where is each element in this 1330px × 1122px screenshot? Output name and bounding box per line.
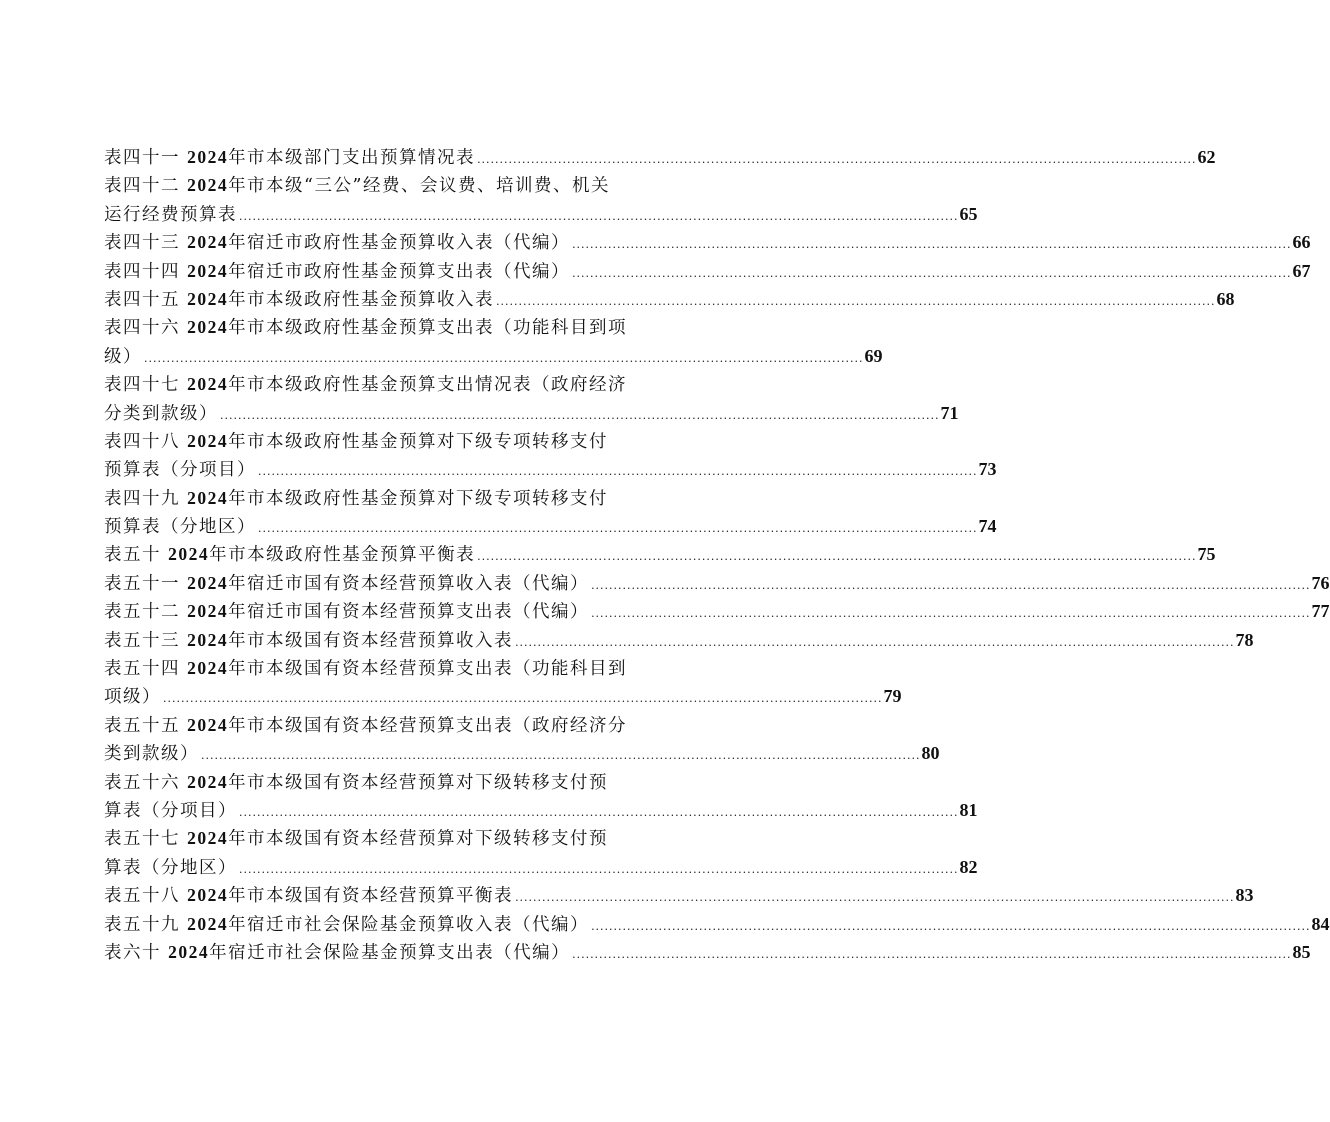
toc-page-number: 69 [864,345,883,366]
toc-entry-title: 表五十 2024年市本级政府性基金预算平衡表 [104,544,476,566]
toc-entry[interactable] [104,484,997,541]
toc-entry[interactable] [104,285,1235,313]
toc-entry[interactable] [104,881,1254,909]
toc-entry-title: 表五十二 2024年宿迁市国有资本经营预算支出表（代编） [104,601,590,623]
toc-page-number: 77 [1311,601,1330,622]
toc-entry-title: 项级） [104,687,161,708]
toc-entry[interactable] [104,228,1311,256]
toc-entry[interactable] [104,427,997,484]
toc-entry-last-line [104,285,1235,313]
dot-leader: ................................................................................................................................................................ [201,749,921,763]
year: 2024 [187,232,229,253]
toc-entry-title: 预算表（分项目） [104,460,256,481]
toc-page-number: 73 [978,459,997,480]
toc-entry-title: 表四十九 2024年市本级政府性基金预算对下级专项转移支付 [104,487,609,509]
toc-entry-last-line [104,512,997,540]
toc-entry-title: 表五十七 2024年市本级国有资本经营预算对下级转移支付预 [104,828,609,850]
dot-leader: ................................................................................................................................................................ [258,522,978,536]
toc-page-number: 66 [1292,232,1311,253]
toc-entry-title: 运行经费预算表 [104,204,237,225]
toc-entry[interactable] [104,540,1216,568]
toc-entry[interactable] [104,768,978,825]
year: 2024 [187,658,229,679]
toc-page-number: 84 [1311,913,1330,934]
year: 2024 [187,175,229,196]
toc-entry-title: 表五十八 2024年市本级国有资本经营预算平衡表 [104,885,514,907]
toc-entry-line [104,370,692,398]
dot-leader: ................................................................................................................................................................ [477,550,1197,564]
toc-page-number: 85 [1292,941,1311,962]
year: 2024 [187,913,229,934]
toc-entry[interactable] [104,654,902,711]
year: 2024 [187,771,229,792]
year: 2024 [187,288,229,309]
toc-page-number: 75 [1197,544,1216,565]
toc-entry-last-line [104,540,1216,568]
toc-entry-title: 级） [104,346,142,367]
toc-entry[interactable] [104,257,1311,285]
toc-entry-title: 表四十五 2024年市本级政府性基金预算收入表 [104,288,495,310]
toc-entry-title: 表五十六 2024年市本级国有资本经营预算对下级转移支付预 [104,771,609,793]
toc-entry[interactable] [104,711,940,768]
toc-page-number: 80 [921,743,940,764]
dot-leader: ................................................................................................................................................................ [496,294,1216,308]
table-of-contents [104,143,1330,966]
toc-entry-title: 算表（分项目） [104,800,237,821]
year: 2024 [187,885,229,906]
toc-entry-last-line [104,682,902,710]
toc-entry-title: 表五十四 2024年市本级国有资本经营预算支出表（功能科目到 [104,658,628,680]
toc-entry-title: 表五十五 2024年市本级国有资本经营预算支出表（政府经济分 [104,714,628,736]
toc-entry-line [104,313,692,341]
dot-leader: ................................................................................................................................................................ [515,891,1235,905]
toc-entry-title: 表四十一 2024年市本级部门支出预算情况表 [104,147,476,168]
year: 2024 [187,147,229,167]
toc-page-number: 79 [883,686,902,707]
dot-leader: ................................................................................................................................................................ [239,862,959,876]
toc-entry-last-line [104,200,978,228]
toc-entry-line [104,654,692,682]
toc-page-number: 71 [940,402,959,423]
toc-entry[interactable] [104,938,1311,966]
toc-entry-title: 表四十三 2024年宿迁市政府性基金预算收入表（代编） [104,232,571,254]
toc-entry-last-line [104,455,997,483]
dot-leader: ................................................................................................................................................................ [144,351,864,365]
dot-leader: ................................................................................................................................................................ [515,635,1235,649]
toc-entry-last-line [104,342,883,370]
dot-leader: ................................................................................................................................................................ [572,266,1292,280]
toc-entry-title: 分类到款级） [104,403,218,424]
toc-page-number: 68 [1216,288,1235,309]
year: 2024 [187,430,229,451]
year: 2024 [187,629,229,650]
toc-entry-title: 算表（分地区） [104,857,237,878]
toc-entry-title: 类到款级） [104,744,199,765]
dot-leader: ................................................................................................................................................................ [239,805,959,819]
dot-leader: ................................................................................................................................................................ [220,408,940,422]
toc-entry-line [104,171,692,199]
toc-entry-title: 表六十 2024年宿迁市社会保险基金预算支出表（代编） [104,941,571,963]
dot-leader: ................................................................................................................................................................ [591,607,1311,621]
toc-page-number: 74 [978,516,997,537]
toc-entry-title: 表四十六 2024年市本级政府性基金预算支出表（功能科目到项 [104,317,628,339]
toc-entry[interactable] [104,143,1216,171]
year: 2024 [187,601,229,622]
toc-entry-line [104,824,692,852]
toc-entry-title: 表四十四 2024年宿迁市政府性基金预算支出表（代编） [104,260,571,282]
toc-entry[interactable] [104,910,1330,938]
toc-entry-last-line [104,626,1254,654]
toc-entry-title: 表四十七 2024年市本级政府性基金预算支出情况表（政府经济 [104,374,628,396]
toc-entry[interactable] [104,626,1254,654]
year: 2024 [168,544,210,565]
toc-page-number: 67 [1292,260,1311,281]
year: 2024 [187,317,229,338]
toc-entry-title: 表五十九 2024年宿迁市社会保险基金预算收入表（代编） [104,913,590,935]
dot-leader: ................................................................................................................................................................ [572,238,1292,252]
toc-entry[interactable] [104,313,883,370]
toc-page-number: 83 [1235,885,1254,906]
year: 2024 [187,828,229,849]
toc-entry-last-line [104,739,940,767]
toc-entry-last-line [104,853,978,881]
toc-entry-last-line [104,399,959,427]
toc-entry-last-line [104,228,1311,256]
toc-entry-line [104,484,692,512]
dot-leader: ................................................................................................................................................................ [477,153,1197,166]
toc-entry-last-line [104,938,1311,966]
toc-entry-line [104,427,692,455]
toc-entry-title: 表五十三 2024年市本级国有资本经营预算收入表 [104,629,514,651]
year: 2024 [187,487,229,508]
dot-leader: ................................................................................................................................................................ [163,692,883,706]
toc-page-number: 82 [959,856,978,877]
toc-entry[interactable] [104,569,1330,597]
year: 2024 [168,941,210,962]
toc-entry-last-line [104,881,1254,909]
toc-entry-title: 表四十八 2024年市本级政府性基金预算对下级专项转移支付 [104,430,609,452]
toc-entry-last-line [104,910,1330,938]
dot-leader: ................................................................................................................................................................ [258,465,978,479]
toc-entry[interactable] [104,597,1330,625]
toc-page-number: 76 [1311,572,1330,593]
dot-leader: ................................................................................................................................................................ [591,578,1311,592]
toc-page-number: 65 [959,203,978,224]
year: 2024 [187,714,229,735]
year: 2024 [187,374,229,395]
toc-entry-title: 表五十一 2024年宿迁市国有资本经营预算收入表（代编） [104,572,590,594]
toc-entry-last-line [104,796,978,824]
dot-leader: ................................................................................................................................................................ [239,209,959,223]
year: 2024 [187,572,229,593]
toc-entry-last-line [104,257,1311,285]
toc-entry[interactable] [104,370,959,427]
dot-leader: ................................................................................................................................................................ [591,919,1311,933]
toc-entry-last-line [104,143,1216,171]
toc-entry-title: 表四十二 2024年市本级“三公”经费、会议费、培训费、机关 [104,175,610,197]
dot-leader: ................................................................................................................................................................ [572,947,1292,961]
toc-entry-last-line [104,569,1330,597]
toc-page-number: 62 [1197,147,1216,167]
toc-entry-line [104,768,692,796]
toc-entry-title: 预算表（分地区） [104,517,256,538]
toc-entry-line [104,711,692,739]
toc-entry-last-line [104,597,1330,625]
year: 2024 [187,260,229,281]
toc-page-number: 78 [1235,629,1254,650]
toc-entry[interactable] [104,171,978,228]
toc-entry[interactable] [104,824,978,881]
toc-page-number: 81 [959,799,978,820]
